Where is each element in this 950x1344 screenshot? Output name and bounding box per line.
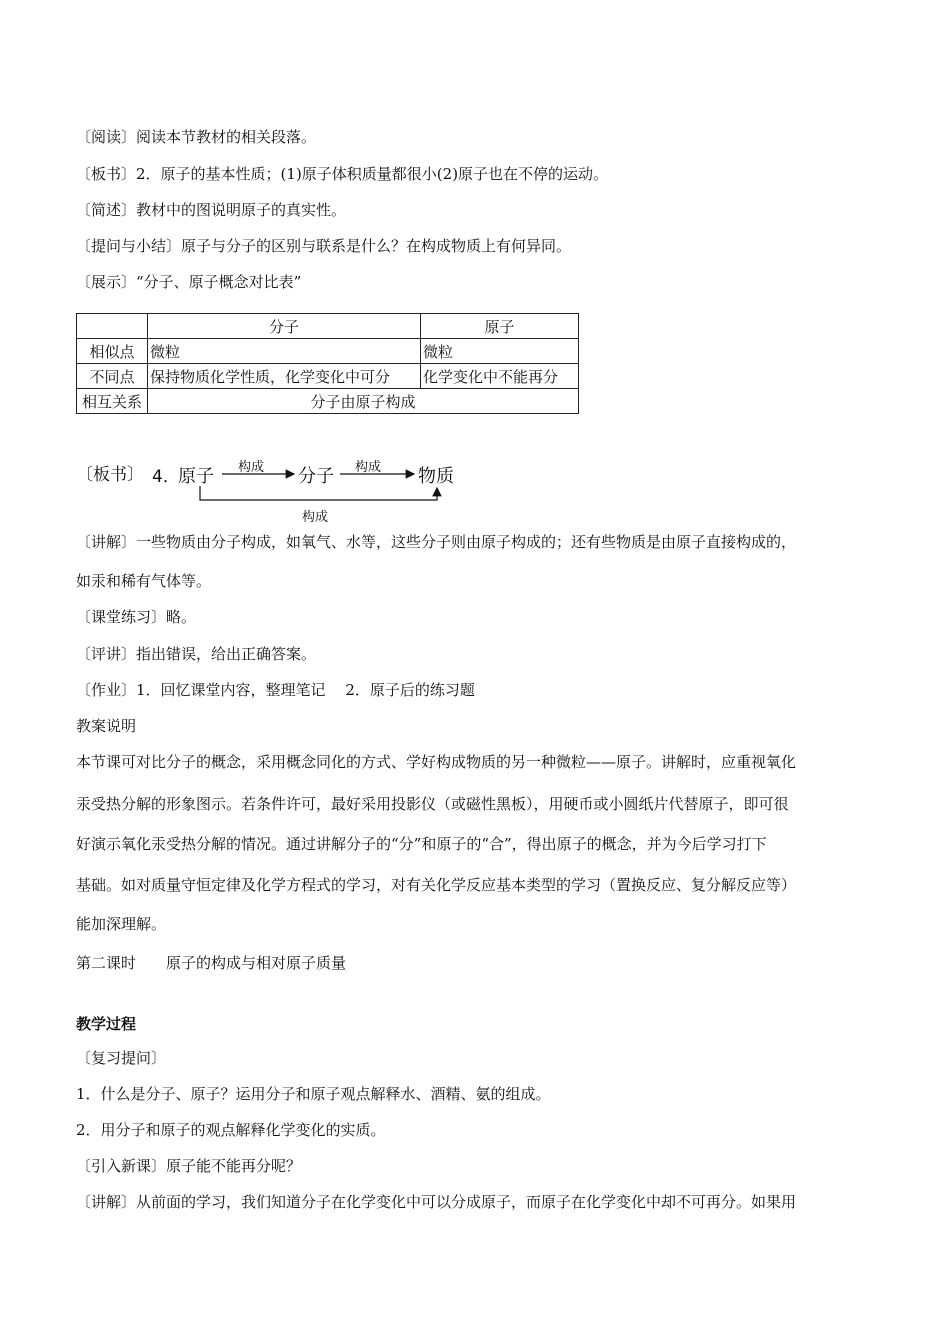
diagram-label: 〔板书〕 (76, 465, 144, 485)
arrow-label-1: 构成 (238, 460, 265, 475)
text-line-explain: 〔讲解〕一些物质由分子构成，如氧气、水等，这些分子则由原子构成的；还有些物质是由原子直接构成的， (76, 533, 797, 551)
text-line-q1: 1．什么是分子、原子？运用分子和原子观点解释水、酒精、氨的组成。 (76, 1085, 551, 1103)
text-line-para-1: 本节课可对比分子的概念，采用概念同化的方式、学好构成物质的另一种微粒——原子。讲解时，应重视氧化 (76, 753, 797, 771)
comparison-table (76, 313, 579, 414)
diagram-arrows (76, 452, 476, 527)
table-cell: 相似点 (77, 339, 148, 364)
table-cell: 微粒 (148, 339, 421, 364)
table-cell: 分子由原子构成 (148, 389, 579, 414)
text-line-q2: 2．用分子和原子的观点解释化学变化的实质。 (76, 1121, 386, 1139)
text-line-show: 〔展示〕“分子、原子概念对比表” (76, 273, 302, 291)
table-row (77, 364, 579, 389)
arrow-atom-to-matter (200, 486, 437, 500)
text-line-explain-2: 〔讲解〕从前面的学习，我们知道分子在化学变化中可以分成原子，而原子在化学变化中却不可再分。如果用 (76, 1193, 797, 1211)
text-line-intro: 〔引入新课〕原子能不能再分呢？ (76, 1157, 302, 1175)
text-line-reading: 〔阅读〕阅读本节教材的相关段落。 (76, 128, 317, 146)
table-header-molecule: 分子 (148, 314, 421, 339)
text-line-para-3: 好演示氧化汞受热分解的情况。通过讲解分子的“分”和原子的“合”，得出原子的概念，并为今后学习打下 (76, 835, 767, 853)
text-line-homework: 〔作业〕1．回忆课堂内容，整理笔记 2．原子后的练习题 (76, 681, 475, 699)
text-line-para-5: 能加深理解。 (76, 915, 167, 933)
diagram-atom: 原子 (178, 466, 214, 487)
table-cell: 化学变化中不能再分 (421, 364, 579, 389)
arrow-label-3: 构成 (302, 510, 329, 525)
table-row (77, 314, 579, 339)
table-cell (77, 314, 148, 339)
section-title: 教学过程 (76, 1015, 137, 1033)
table-cell: 微粒 (421, 339, 579, 364)
text-line-board-2: 〔板书〕2．原子的基本性质；(1)原子体积质量都很小(2)原子也在不停的运动。 (76, 165, 609, 183)
text-line-explain-cont: 如汞和稀有气体等。 (76, 572, 212, 590)
arrow-label-2: 构成 (355, 460, 382, 475)
diagram-matter: 物质 (418, 466, 454, 487)
diagram-molecule: 分子 (298, 466, 334, 487)
text-line-question: 〔提问与小结〕原子与分子的区别与联系是什么？在构成物质上有何异同。 (76, 237, 572, 255)
table-cell: 保持物质化学性质，化学变化中可分 (148, 364, 421, 389)
text-line-plan-note: 教案说明 (76, 717, 137, 735)
text-line-lesson-two: 第二课时 原子的构成与相对原子质量 (76, 954, 347, 972)
table-cell: 相互关系 (77, 389, 148, 414)
text-line-review: 〔评讲〕指出错误，给出正确答案。 (76, 645, 317, 663)
text-line-review-question: 〔复习提问〕 (76, 1049, 167, 1067)
diagram-number: 4． (152, 467, 180, 487)
text-line-para-2: 汞受热分解的形象图示。若条件许可，最好采用投影仪（或磁性黑板），用硬币或小圆纸片代替原子，即可很 (76, 795, 789, 813)
text-line-summary: 〔简述〕教材中的图说明原子的真实性。 (76, 201, 347, 219)
table-header-atom: 原子 (421, 314, 579, 339)
table-row (77, 389, 579, 414)
composition-diagram (76, 452, 476, 527)
text-line-practice: 〔课堂练习〕略。 (76, 608, 197, 626)
text-line-para-4: 基础。如对质量守恒定律及化学方程式的学习，对有关化学反应基本类型的学习（置换反应、复分解反应等） (76, 876, 797, 894)
table-row (77, 339, 579, 364)
table-cell: 不同点 (77, 364, 148, 389)
